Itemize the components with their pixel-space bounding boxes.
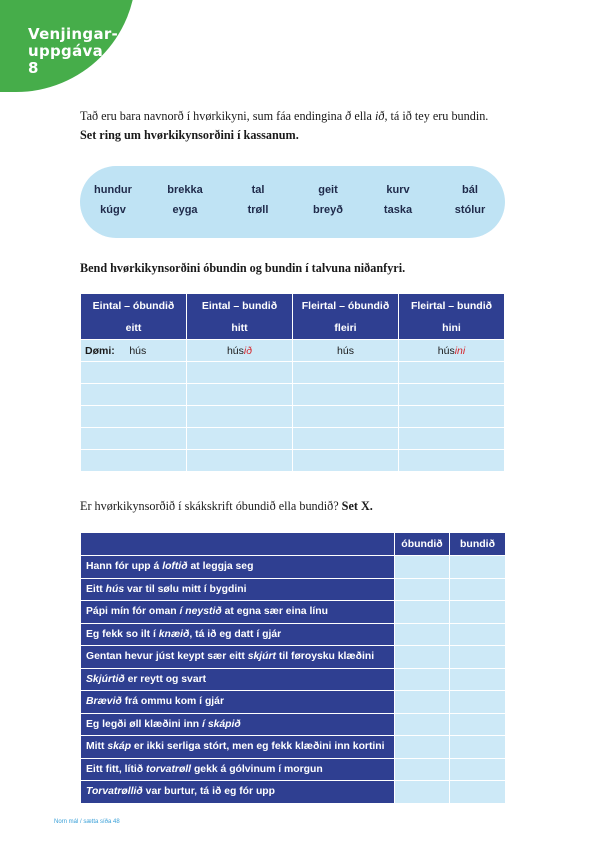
sentence-row [81, 578, 506, 601]
word[interactable]: tal [251, 184, 265, 196]
answer-row [81, 384, 505, 406]
word[interactable]: eyga [172, 204, 198, 216]
sentence-cell [81, 713, 395, 736]
answer-cell[interactable] [81, 384, 187, 406]
intro-em: ð [345, 109, 352, 123]
word[interactable]: taska [383, 204, 413, 216]
sentence-text: var burtur, tá ið eg fór upp [142, 786, 275, 798]
sentence-row [81, 556, 506, 579]
sentence-noun: loftið [162, 561, 188, 573]
example-label: Dømi: [85, 344, 115, 357]
sentence-noun: knæið [158, 628, 190, 640]
example-stem: hús [437, 344, 455, 357]
sentence-text: Eg legði øll klæðini inn [86, 718, 203, 730]
header-singular-definite [187, 294, 293, 340]
answer-cell[interactable] [399, 406, 505, 428]
header-bundid: bundið [450, 533, 506, 556]
bundid-checkbox[interactable] [450, 578, 506, 601]
example-suffix: ið [243, 344, 253, 357]
sentence-text: Pápi mín fór oman [86, 606, 180, 618]
obundid-checkbox[interactable] [395, 646, 450, 669]
intro-instruction: Set ring um hvørkikynsorðini í kassanum. [80, 128, 299, 142]
answer-cell[interactable] [293, 406, 399, 428]
obundid-checkbox[interactable] [395, 668, 450, 691]
sentence-cell [81, 691, 395, 714]
sentence-text: gekk á gólvinum í morgun [191, 763, 323, 775]
sentence-cell [81, 736, 395, 759]
word-box [80, 166, 505, 238]
intro-part: ella [351, 109, 375, 123]
answer-cell[interactable] [293, 428, 399, 450]
sentence-row [81, 781, 506, 804]
sentence-noun: hús [105, 583, 125, 595]
answer-cell[interactable] [187, 384, 293, 406]
declension-table [80, 293, 505, 472]
sentence-text: frá ommu kom í gjár [121, 696, 225, 708]
header-plural-definite [399, 294, 505, 340]
word[interactable]: trøll [247, 204, 269, 216]
obundid-checkbox[interactable] [395, 736, 450, 759]
word[interactable]: hundur [94, 184, 132, 196]
sentence-text: Mitt [86, 741, 108, 753]
answer-cell[interactable] [399, 428, 505, 450]
example-stem: hús [226, 344, 244, 357]
sentence-row [81, 736, 506, 759]
header-plural-indefinite [293, 294, 399, 340]
sentence-noun: torvatrøll [146, 763, 192, 775]
bundid-checkbox[interactable] [450, 556, 506, 579]
answer-cell[interactable] [293, 384, 399, 406]
bundid-checkbox[interactable] [450, 623, 506, 646]
answer-row [81, 450, 505, 472]
answer-row [81, 362, 505, 384]
answer-cell[interactable] [81, 428, 187, 450]
obundid-checkbox[interactable] [395, 601, 450, 624]
answer-cell[interactable] [187, 428, 293, 450]
instruction-mark [80, 499, 373, 514]
bundid-checkbox[interactable] [450, 646, 506, 669]
header-obundid: óbundið [395, 533, 450, 556]
header-title: Fleirtal – bundið [410, 299, 493, 312]
answer-cell[interactable] [293, 450, 399, 472]
intro-text [80, 107, 520, 145]
sentence-row [81, 758, 506, 781]
bundid-checkbox[interactable] [450, 736, 506, 759]
answer-row [81, 428, 505, 450]
bundid-checkbox[interactable] [450, 601, 506, 624]
example-word: hús [337, 344, 354, 357]
sentence-text: Gentan hevur júst keypt sær eitt [86, 651, 248, 663]
header-title: Eintal – óbundið [92, 299, 175, 312]
sentence-text: til føroysku klæðini [275, 651, 375, 663]
header-blank [81, 533, 395, 556]
footer: Norn mál / sætta síða 48 [54, 819, 120, 825]
answer-row [81, 406, 505, 428]
instruction-text: Er hvørkikynsorðið í skákskrift óbundið ella bundið? [80, 499, 342, 513]
sentence-cell [81, 668, 395, 691]
bundid-checkbox[interactable] [450, 668, 506, 691]
obundid-checkbox[interactable] [395, 781, 450, 804]
obundid-checkbox[interactable] [395, 556, 450, 579]
intro-part: , tá ið tey eru bundin. [384, 109, 489, 123]
sentence-row [81, 646, 506, 669]
header-title: Eintal – bundið [201, 299, 278, 312]
answer-cell[interactable] [187, 450, 293, 472]
intro-part: Tað eru bara navnorð í hvørkikyni, sum fáa endingina [80, 109, 346, 123]
word[interactable]: breyð [313, 204, 343, 216]
answer-cell[interactable] [399, 362, 505, 384]
sentence-table [80, 532, 506, 804]
obundid-checkbox[interactable] [395, 691, 450, 714]
sentence-row [81, 623, 506, 646]
instruction-declension: Bend hvørkikynsorðini óbundin og bundin í talvuna niðanfyri. [80, 261, 406, 275]
sentence-cell [81, 556, 395, 579]
sentence-noun: skáp [107, 741, 132, 753]
bundid-checkbox[interactable] [450, 713, 506, 736]
answer-cell[interactable] [81, 450, 187, 472]
header-title: Fleirtal – óbundið [301, 299, 390, 312]
badge-line-3: 8 [28, 59, 39, 77]
obundid-checkbox[interactable] [395, 578, 450, 601]
word[interactable]: kúgv [100, 204, 126, 216]
answer-cell[interactable] [81, 406, 187, 428]
header-singular-indefinite [81, 294, 187, 340]
header-sub: eitt [125, 321, 142, 334]
bundid-checkbox[interactable] [450, 691, 506, 714]
answer-cell[interactable] [293, 362, 399, 384]
sentence-noun: skjúrt [247, 651, 276, 663]
sentence-noun: Skjúrtið [86, 673, 125, 685]
example-cell [293, 340, 399, 362]
sentence-row [81, 601, 506, 624]
word[interactable]: geit [318, 184, 338, 196]
sentence-text: var til sølu mitt í bygdini [124, 583, 247, 595]
sentence-text: , tá ið eg datt í gjár [189, 628, 282, 640]
bundid-checkbox[interactable] [450, 781, 506, 804]
sentence-noun: í neystið [179, 606, 222, 618]
obundid-checkbox[interactable] [395, 758, 450, 781]
answer-cell[interactable] [399, 450, 505, 472]
sentence-noun: Torvatrøllið [86, 786, 143, 798]
sentence-text: er ikki serliga stórt, men eg fekk klæðini inn kortini [131, 741, 385, 753]
sentence-row [81, 691, 506, 714]
example-cell [187, 340, 293, 362]
sentence-cell [81, 646, 395, 669]
sentence-noun: Brævið [86, 696, 122, 708]
header-sub: fleiri [334, 321, 357, 334]
example-suffix: ini [454, 344, 466, 357]
sentence-text: at leggja seg [187, 561, 254, 573]
badge-line-1: Venjingar- [28, 25, 119, 43]
example-word: hús [129, 344, 147, 357]
sentence-text: at egna sær eina línu [221, 606, 328, 618]
sentence-cell [81, 758, 395, 781]
answer-cell[interactable] [399, 384, 505, 406]
sentence-text: er reytt og svart [124, 673, 207, 685]
intro-em: ið [374, 109, 385, 123]
sentence-text: Eitt fitt, lítið [86, 763, 147, 775]
obundid-checkbox[interactable] [395, 623, 450, 646]
sentence-text: Hann fór upp á [86, 561, 163, 573]
header-sub: hini [442, 321, 461, 334]
instruction-bold: Set X. [341, 499, 373, 513]
word[interactable]: bál [462, 184, 478, 196]
sentence-text: Eg fekk so ilt í [86, 628, 159, 640]
header-sub: hitt [231, 321, 248, 334]
sentence-noun: í skápið [202, 718, 241, 730]
example-cell [399, 340, 505, 362]
sentence-cell [81, 578, 395, 601]
obundid-checkbox[interactable] [395, 713, 450, 736]
bundid-checkbox[interactable] [450, 758, 506, 781]
example-cell [81, 340, 187, 362]
example-row [81, 340, 505, 362]
badge-line-2: uppgáva [28, 42, 104, 60]
word[interactable]: brekka [167, 184, 203, 196]
sentence-text: Eitt [86, 583, 106, 595]
sentence-row [81, 668, 506, 691]
sentence-cell [81, 781, 395, 804]
exercise-badge-label [28, 26, 118, 77]
sentence-cell [81, 601, 395, 624]
word[interactable]: kurv [386, 184, 410, 196]
sentence-row [81, 713, 506, 736]
sentence-cell [81, 623, 395, 646]
intro-paragraph [80, 107, 520, 126]
answer-cell[interactable] [187, 362, 293, 384]
answer-cell[interactable] [81, 362, 187, 384]
answer-cell[interactable] [187, 406, 293, 428]
word[interactable]: stólur [454, 204, 486, 216]
